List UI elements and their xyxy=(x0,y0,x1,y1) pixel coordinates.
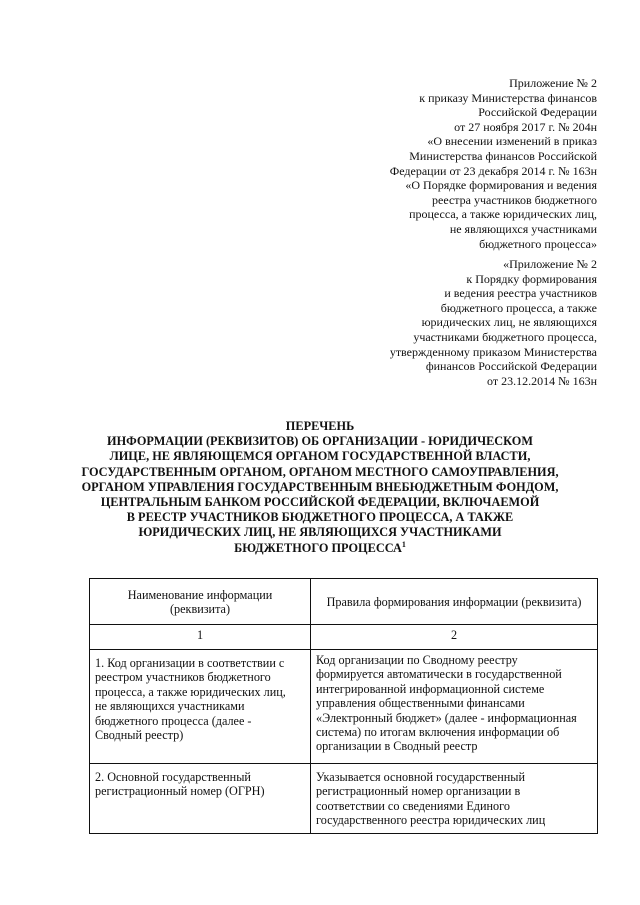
document-title xyxy=(80,419,560,556)
cell-name: 2. Основной государственный регистрационный номер (ОГРН) xyxy=(90,764,311,834)
title-line: ИНФОРМАЦИИ (РЕКВИЗИТОВ) ОБ ОРГАНИЗАЦИИ - ЮРИДИЧЕСКОМ xyxy=(107,434,533,449)
title-line: ЮРИДИЧЕСКИХ ЛИЦ, НЕ ЯВЛЯЮЩИХСЯ УЧАСТНИКАМИ xyxy=(138,525,502,540)
annex-line: участниками бюджетного процесса, xyxy=(413,329,597,344)
annex-line: Российской Федерации xyxy=(478,105,597,120)
annex-line: юридических лиц, не являющихся xyxy=(421,315,597,330)
header-cell-name: Наименование информации (реквизита) xyxy=(90,579,311,625)
annex-line: бюджетного процесса, а также xyxy=(440,300,597,315)
title-line: БЮДЖЕТНОГО ПРОЦЕССА xyxy=(234,540,402,555)
annex-line: финансов Российской Федерации xyxy=(425,359,597,374)
title-line: ПЕРЕЧЕНЬ xyxy=(285,419,355,433)
annex-line: реестра участников бюджетного xyxy=(432,192,597,207)
annex-line: от 27 ноября 2017 г. № 204н xyxy=(454,119,597,134)
header-cell-rule: Правила формирования информации (реквизита) xyxy=(311,579,598,625)
requisites-table xyxy=(89,578,598,834)
cell-rule: Код организации по Сводному реестру формируется автоматически в государственной интегрированной информационной системе управления общественными финансами «Электронный бюджет» (далее - информационная система) по итогам включения информации об организации в Сводный реестр xyxy=(311,650,598,764)
table-row xyxy=(90,650,598,764)
title-line: ЦЕНТРАЛЬНЫМ БАНКОМ РОССИЙСКОЙ ФЕДЕРАЦИИ, ВКЛЮЧАЕМОЙ xyxy=(100,495,540,510)
column-number: 1 xyxy=(90,625,311,650)
title-line: ГОСУДАРСТВЕННЫМ ОРГАНОМ, ОРГАНОМ МЕСТНОГО САМОУПРАВЛЕНИЯ, xyxy=(81,464,559,479)
annex-line: к Порядку формирования xyxy=(466,271,597,286)
title-line: В РЕЕСТР УЧАСТНИКОВ БЮДЖЕТНОГО ПРОЦЕССА, А ТАКЖЕ xyxy=(126,510,514,525)
column-number: 2 xyxy=(311,625,598,650)
annex-line: «О внесении изменений в приказ xyxy=(427,134,597,149)
annex-heading-order xyxy=(390,76,597,251)
annex-line: «Приложение № 2 xyxy=(503,257,597,271)
cell-name: 1. Код организации в соответствии с реестром участников бюджетного процесса, а также юридических лиц, не являющихся участниками бюджетного процесса (далее - Сводный реестр) xyxy=(90,650,311,764)
title-line: ЛИЦЕ, НЕ ЯВЛЯЮЩЕМСЯ ОРГАНОМ ГОСУДАРСТВЕННОЙ ВЛАСТИ, xyxy=(109,449,531,464)
annex-line: «О Порядке формирования и ведения xyxy=(405,178,597,193)
footnote-mark: 1 xyxy=(401,539,406,549)
annex-line: Приложение № 2 xyxy=(509,76,597,90)
annex-line: от 23.12.2014 № 163н xyxy=(487,373,597,388)
table-header-row xyxy=(90,579,598,625)
title-line-last xyxy=(80,541,560,556)
annex-line: процесса, а также юридических лиц, xyxy=(409,207,597,222)
annex-line: не являющихся участниками xyxy=(449,221,597,236)
annex-line: бюджетного процесса» xyxy=(479,236,597,251)
column-number-row xyxy=(90,625,598,650)
annex-line: Федерации от 23 декабря 2014 г. № 163н xyxy=(389,163,597,178)
annex-line: и ведения реестра участников xyxy=(444,286,597,301)
annex-line: к приказу Министерства финансов xyxy=(419,90,597,105)
annex-heading-procedure xyxy=(390,257,597,388)
annex-line: утвержденному приказом Министерства xyxy=(389,344,597,359)
cell-rule: Указывается основной государственный регистрационный номер организации в соответствии со сведениями Единого государственного реестра юридических лиц xyxy=(311,764,598,834)
title-line: ОРГАНОМ УПРАВЛЕНИЯ ГОСУДАРСТВЕННЫМ ВНЕБЮДЖЕТНЫМ ФОНДОМ, xyxy=(81,479,559,494)
annex-line: Министерства финансов Российской xyxy=(409,148,597,163)
table-row xyxy=(90,764,598,834)
